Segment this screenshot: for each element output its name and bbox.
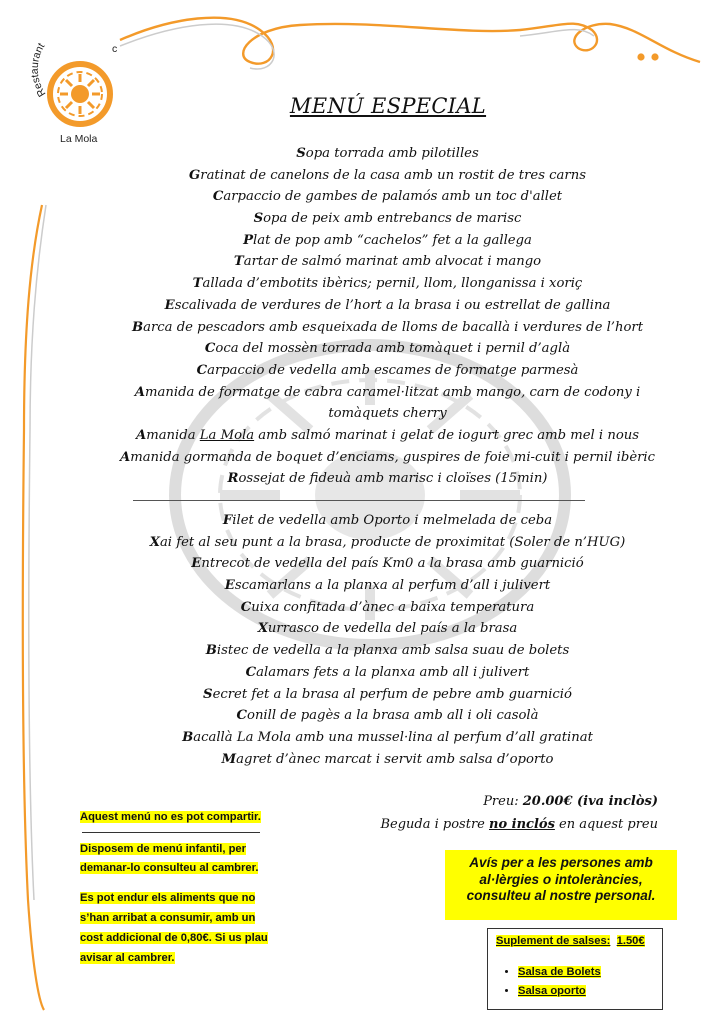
mains-list bbox=[60, 510, 715, 770]
list-item: Secret fet a la brasa al perfum de pebre amb guarnició bbox=[203, 686, 572, 702]
sauce-list bbox=[496, 963, 601, 1001]
page-title: MENÚ ESPECIAL bbox=[289, 94, 487, 118]
list-item: • Salsa oporto bbox=[518, 982, 601, 1001]
list-item: Escalivada de verdures de l’hort a la brasa i ou estrellat de gallina bbox=[164, 297, 611, 313]
list-item: Gratinat de canelons de la casa amb un rostit de tres carns bbox=[189, 167, 586, 183]
list-item: Xai fet al seu punt a la brasa, producte de proximitat (Soler de n’HUG) bbox=[149, 534, 626, 550]
list-item: Filet de vedella amb Oporto i melmelada de ceba bbox=[222, 513, 553, 528]
list-item: Sopa de peix amb entrebancs de marisc bbox=[253, 211, 522, 227]
notes-divider bbox=[82, 832, 260, 833]
logo-mark: c bbox=[112, 43, 118, 55]
price-line: Preu: 20.00€ (iva inclòs) bbox=[483, 794, 658, 809]
restaurant-logo bbox=[28, 22, 128, 152]
takeaway-note: Es pot endur els aliments que no s’han arribat a consumir, amb un cost addicional de 0,80€. Si us plau avisar al cambrer. bbox=[80, 892, 268, 964]
list-item: Rossejat de fideuà amb marisc i cloïses (15min) bbox=[227, 471, 548, 487]
no-share-note: Aquest menú no es pot compartir. bbox=[80, 811, 261, 823]
sauce-supplement-header: Suplement de salses: 1.50€ bbox=[496, 935, 645, 947]
list-item: Cuixa confitada d’ànec a baixa temperatura bbox=[240, 599, 535, 615]
sauce-supplement-box bbox=[487, 928, 663, 1010]
section-divider bbox=[133, 500, 585, 501]
logo-name: La Mola bbox=[60, 133, 98, 145]
list-item: Magret d’ànec marcat i servit amb salsa d’oporto bbox=[221, 751, 554, 767]
list-item: Bacallà La Mola amb una mussel·lina al perfum d’all gratinat bbox=[182, 729, 593, 745]
list-item: Tartar de salmó marinat amb alvocat i mango bbox=[233, 254, 542, 270]
list-item: Conill de pagès a la brasa amb all i oli casolà bbox=[236, 708, 539, 724]
list-item: Tallada d’embotits ibèrics; pernil, llom, llonganissa i xoriç bbox=[192, 276, 583, 292]
list-item: Xurrasco de vedella del país a la brasa bbox=[257, 621, 518, 637]
list-item: Sopa torrada amb pilotilles bbox=[296, 146, 479, 161]
list-item: Amanida La Mola amb salmó marinat i gelat de iogurt grec amb mel i nous bbox=[135, 427, 640, 443]
list-item: Escamarlans a la planxa al perfum d’all i julivert bbox=[224, 578, 551, 594]
list-item: • Salsa de Bolets bbox=[518, 963, 601, 982]
allergy-notice: Avís per a les persones amb al·lèrgies o intoleràncies, consulteu al nostre personal. bbox=[445, 850, 677, 920]
list-item: Carpaccio de vedella amb escames de formatge parmesà bbox=[196, 362, 579, 378]
logo-arc-text: Restaurant bbox=[28, 40, 49, 99]
list-item: Amanida gormanda de boquet d’enciams, guspires de foie mi-cuit i pernil ibèric bbox=[119, 449, 656, 465]
list-item: Plat de pop amb “cachelos” fet a la gallega bbox=[243, 232, 532, 248]
list-item: Carpaccio de gambes de palamós amb un toc d'allet bbox=[212, 189, 563, 205]
starters-list bbox=[60, 143, 715, 490]
list-item: Bistec de vedella a la planxa amb salsa suau de bolets bbox=[205, 643, 570, 659]
list-item: Amanida de formatge de cabra caramel·litzat amb mango, carn de codony i tomàquets cherry bbox=[134, 384, 641, 422]
list-item: Calamars fets a la planxa amb all i julivert bbox=[245, 664, 530, 680]
list-item: Barca de pescadors amb esqueixada de lloms de bacallà i verdures de l’hort bbox=[131, 319, 644, 335]
drinks-note: Beguda i postre no inclós en aquest preu bbox=[380, 817, 658, 832]
price-amount: 20.00€ (iva inclòs) bbox=[522, 794, 658, 809]
list-item: Coca del mossèn torrada amb tomàquet i pernil d’aglà bbox=[204, 341, 571, 357]
kids-menu-note: Disposem de menú infantil, per demanar-lo consulteu al cambrer. bbox=[80, 843, 259, 874]
list-item: Entrecot de vedella del país Km0 a la brasa amb guarnició bbox=[191, 556, 584, 572]
